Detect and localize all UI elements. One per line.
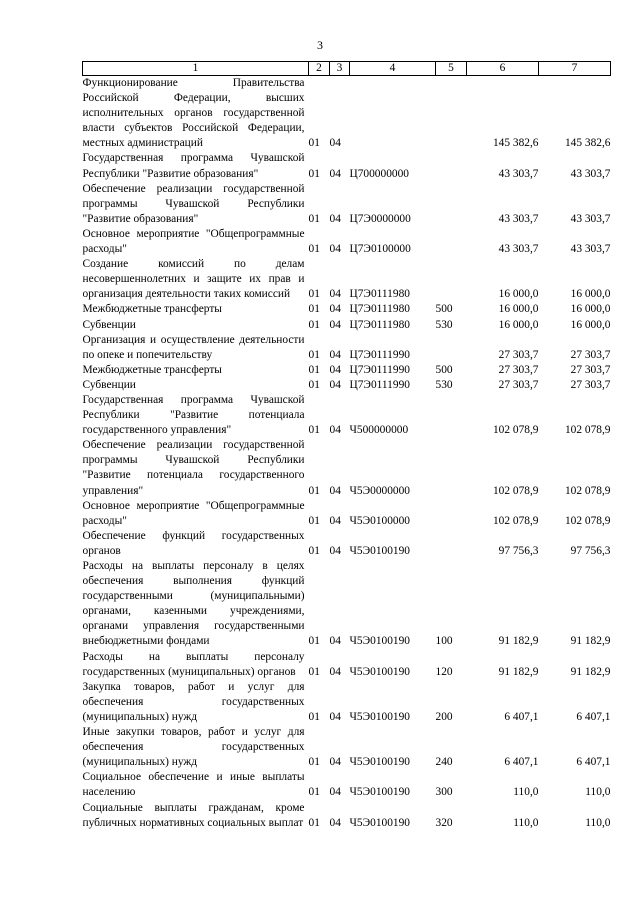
table-row [83, 770, 611, 800]
row-target-article: Ч5Э0100000 [349, 514, 410, 527]
row-amount-col7: 110,0 [585, 816, 611, 829]
table-row [83, 333, 611, 363]
row-subsection: 04 [329, 756, 341, 769]
row-target-article: Ч5Э0100190 [349, 544, 410, 557]
table-row [83, 801, 611, 831]
row-amount-col6: 145 382,6 [492, 137, 539, 150]
row-subsection: 04 [329, 665, 341, 678]
row-amount-col7: 102 078,9 [564, 514, 611, 527]
row-target-article: Ц7Э0111990 [349, 348, 410, 361]
header-col-4: 4 [350, 62, 436, 76]
row-expense-type [436, 529, 467, 559]
row-subsection: 04 [329, 424, 341, 437]
row-amount-col6: 6 407,1 [504, 756, 539, 769]
row-subsection: 04 [329, 363, 341, 376]
row-subsection: 04 [329, 514, 341, 527]
row-subsection: 04 [329, 137, 341, 150]
table-row [83, 76, 611, 152]
table-row [83, 680, 611, 725]
row-amount-col6: 110,0 [513, 816, 539, 829]
row-amount-col6: 91 182,9 [498, 665, 539, 678]
row-name: Государственная программа Чувашской Республики "Развитие потенциала государственного управления" [82, 393, 305, 437]
row-expense-type [436, 151, 467, 181]
row-amount-col6: 102 078,9 [492, 484, 539, 497]
row-section: 01 [308, 786, 320, 799]
row-subsection: 04 [329, 786, 341, 799]
row-subsection: 04 [329, 816, 341, 829]
row-expense-type: 320 [435, 816, 453, 829]
row-section: 01 [308, 544, 320, 557]
row-name: Функционирование Правительства Российской Федерации, высших исполнительных органов государственной власти субъектов Российской Федерации, местных администраций [82, 77, 305, 150]
row-expense-type [436, 76, 467, 152]
row-expense-type: 300 [435, 786, 453, 799]
row-section: 01 [308, 665, 320, 678]
budget-table [82, 61, 611, 831]
page-number: 3 [317, 38, 323, 52]
row-amount-col7: 27 303,7 [570, 363, 611, 376]
row-section: 01 [308, 212, 320, 225]
row-subsection: 04 [329, 635, 341, 648]
row-amount-col7: 43 303,7 [570, 212, 611, 225]
row-amount-col7: 16 000,0 [570, 318, 611, 331]
row-expense-type [436, 227, 467, 257]
table-row [83, 363, 611, 378]
row-expense-type: 120 [435, 665, 453, 678]
row-name: Основное мероприятие "Общепрограммные расходы" [82, 499, 305, 527]
row-subsection: 04 [329, 710, 341, 723]
row-expense-type: 530 [435, 318, 453, 331]
row-target-article: Ц700000000 [349, 167, 409, 180]
row-section: 01 [308, 318, 320, 331]
row-subsection: 04 [329, 243, 341, 256]
header-col-6: 6 [467, 62, 539, 76]
row-name: Государственная программа Чувашской Республики "Развитие образования" [82, 152, 305, 180]
row-section: 01 [308, 363, 320, 376]
row-target-article: Ц7Э0111980 [349, 303, 410, 316]
row-name: Создание комиссий по делам несовершеннолетних и защите их прав и организация деятельности таких комиссий [82, 258, 305, 301]
row-section: 01 [308, 484, 320, 497]
row-name: Обеспечение реализации государственной программы Чувашской Республики "Развитие образования" [82, 182, 305, 225]
row-name: Организация и осуществление деятельности по опеке и попечительству [82, 333, 305, 361]
row-target-article [350, 76, 436, 152]
row-target-article: Ч5Э0100190 [349, 635, 410, 648]
table-row [83, 559, 611, 650]
table-row [83, 151, 611, 181]
row-amount-col6: 27 303,7 [498, 348, 539, 361]
row-amount-col6: 16 000,0 [498, 303, 539, 316]
table-row [83, 650, 611, 680]
row-target-article: Ч5Э0000000 [349, 484, 410, 497]
row-section: 01 [308, 348, 320, 361]
row-target-article: Ц7Э0111980 [349, 318, 410, 331]
row-amount-col6: 27 303,7 [498, 363, 539, 376]
row-target-article: Ц7Э0111980 [349, 288, 410, 301]
row-section: 01 [308, 167, 320, 180]
row-amount-col7: 91 182,9 [570, 665, 611, 678]
row-amount-col7: 43 303,7 [570, 167, 611, 180]
row-amount-col6: 43 303,7 [498, 212, 539, 225]
row-target-article: Ц7Э0111990 [349, 378, 410, 391]
row-name: Основное мероприятие "Общепрограммные расходы" [82, 227, 305, 256]
row-amount-col6: 110,0 [513, 786, 539, 799]
row-amount-col7: 16 000,0 [570, 303, 611, 316]
row-amount-col7: 16 000,0 [570, 288, 611, 301]
header-col-2: 2 [309, 62, 330, 76]
table-row [83, 378, 611, 393]
row-target-article: Ч5Э0100190 [349, 665, 410, 678]
row-section: 01 [308, 816, 320, 829]
row-subsection: 04 [329, 318, 341, 331]
table-row [83, 257, 611, 302]
row-subsection: 04 [329, 348, 341, 361]
row-amount-col7: 102 078,9 [564, 424, 611, 437]
row-amount-col6: 43 303,7 [498, 167, 539, 180]
row-target-article: Ч5Э0100190 [349, 710, 410, 723]
table-header-row [83, 62, 611, 76]
row-expense-type: 530 [435, 378, 453, 391]
table-row [83, 393, 611, 438]
row-section: 01 [308, 635, 320, 648]
row-amount-col7: 27 303,7 [570, 348, 611, 361]
row-name: Субвенции [82, 318, 136, 331]
table-row [83, 438, 611, 498]
row-name: Социальное обеспечение и иные выплаты населению [82, 771, 305, 799]
row-name: Межбюджетные трансферты [82, 363, 222, 376]
row-target-article: Ц7Э0111990 [349, 363, 410, 376]
row-section: 01 [308, 514, 320, 527]
row-name: Обеспечение функций государственных органов [82, 529, 305, 557]
row-expense-type: 500 [435, 363, 453, 376]
row-expense-type [436, 438, 467, 498]
row-amount-col6: 27 303,7 [498, 378, 539, 391]
row-expense-type: 100 [435, 635, 453, 648]
row-expense-type [436, 333, 467, 363]
row-amount-col7: 6 407,1 [576, 756, 611, 769]
row-section: 01 [308, 378, 320, 391]
table-row [83, 182, 611, 227]
row-name: Социальные выплаты гражданам, кроме публичных нормативных социальных выплат [82, 801, 305, 829]
table-row [83, 227, 611, 257]
row-target-article: Ц7Э0100000 [349, 243, 411, 256]
header-col-5: 5 [436, 62, 467, 76]
table-row [83, 529, 611, 559]
row-subsection: 04 [329, 484, 341, 497]
row-subsection: 04 [329, 288, 341, 301]
row-amount-col7: 91 182,9 [570, 635, 611, 648]
row-section: 01 [308, 303, 320, 316]
row-amount-col7: 145 382,6 [564, 137, 611, 150]
row-subsection: 04 [329, 212, 341, 225]
row-expense-type: 240 [435, 756, 453, 769]
row-name: Обеспечение реализации государственной программы Чувашской Республики "Развитие потенциала государственного управления" [82, 439, 305, 497]
row-amount-col7: 27 303,7 [570, 378, 611, 391]
row-name: Субвенции [82, 378, 136, 391]
row-name: Закупка товаров, работ и услуг для обеспечения государственных (муниципальных) нужд [82, 680, 305, 723]
row-expense-type: 500 [435, 303, 453, 316]
header-col-1: 1 [83, 62, 309, 76]
row-target-article: Ч5Э0100190 [349, 756, 410, 769]
row-amount-col6: 91 182,9 [498, 635, 539, 648]
row-target-article: Ц7Э0000000 [349, 212, 411, 225]
row-expense-type [436, 182, 467, 227]
row-expense-type [436, 257, 467, 302]
row-section: 01 [308, 137, 320, 150]
table-row [83, 302, 611, 317]
row-expense-type: 200 [435, 710, 453, 723]
row-amount-col6: 16 000,0 [498, 288, 539, 301]
row-section: 01 [308, 710, 320, 723]
row-name: Расходы на выплаты персоналу государственных (муниципальных) органов [82, 650, 305, 678]
header-col-3: 3 [330, 62, 350, 76]
row-amount-col6: 97 756,3 [498, 544, 539, 557]
row-section: 01 [308, 424, 320, 437]
row-subsection: 04 [329, 167, 341, 180]
row-expense-type [436, 499, 467, 529]
table-row [83, 318, 611, 333]
row-section: 01 [308, 288, 320, 301]
row-name: Расходы на выплаты персоналу в целях обеспечения выполнения функций государственными (муниципальными) органами, казенными учреждениями, органами управления государственными внебюджетными фондами [82, 560, 305, 648]
row-subsection: 04 [329, 378, 341, 391]
row-amount-col6: 16 000,0 [498, 318, 539, 331]
header-col-7: 7 [539, 62, 611, 76]
row-amount-col6: 102 078,9 [492, 424, 539, 437]
row-section: 01 [308, 243, 320, 256]
row-subsection: 04 [329, 544, 341, 557]
row-name: Межбюджетные трансферты [82, 303, 222, 316]
row-amount-col7: 110,0 [585, 786, 611, 799]
row-amount-col7: 97 756,3 [570, 544, 611, 557]
row-subsection: 04 [329, 303, 341, 316]
table-row [83, 725, 611, 770]
row-name: Иные закупки товаров, работ и услуг для обеспечения государственных (муниципальных) нужд [82, 726, 305, 769]
row-amount-col6: 6 407,1 [504, 710, 539, 723]
row-amount-col7: 102 078,9 [564, 484, 611, 497]
row-target-article: Ч500000000 [349, 424, 409, 437]
row-target-article: Ч5Э0100190 [349, 786, 410, 799]
row-amount-col6: 102 078,9 [492, 514, 539, 527]
table-row [83, 499, 611, 529]
row-amount-col6: 43 303,7 [498, 243, 539, 256]
row-amount-col7: 43 303,7 [570, 243, 611, 256]
row-expense-type [436, 393, 467, 438]
row-target-article: Ч5Э0100190 [349, 816, 410, 829]
row-amount-col7: 6 407,1 [576, 710, 611, 723]
row-section: 01 [308, 756, 320, 769]
